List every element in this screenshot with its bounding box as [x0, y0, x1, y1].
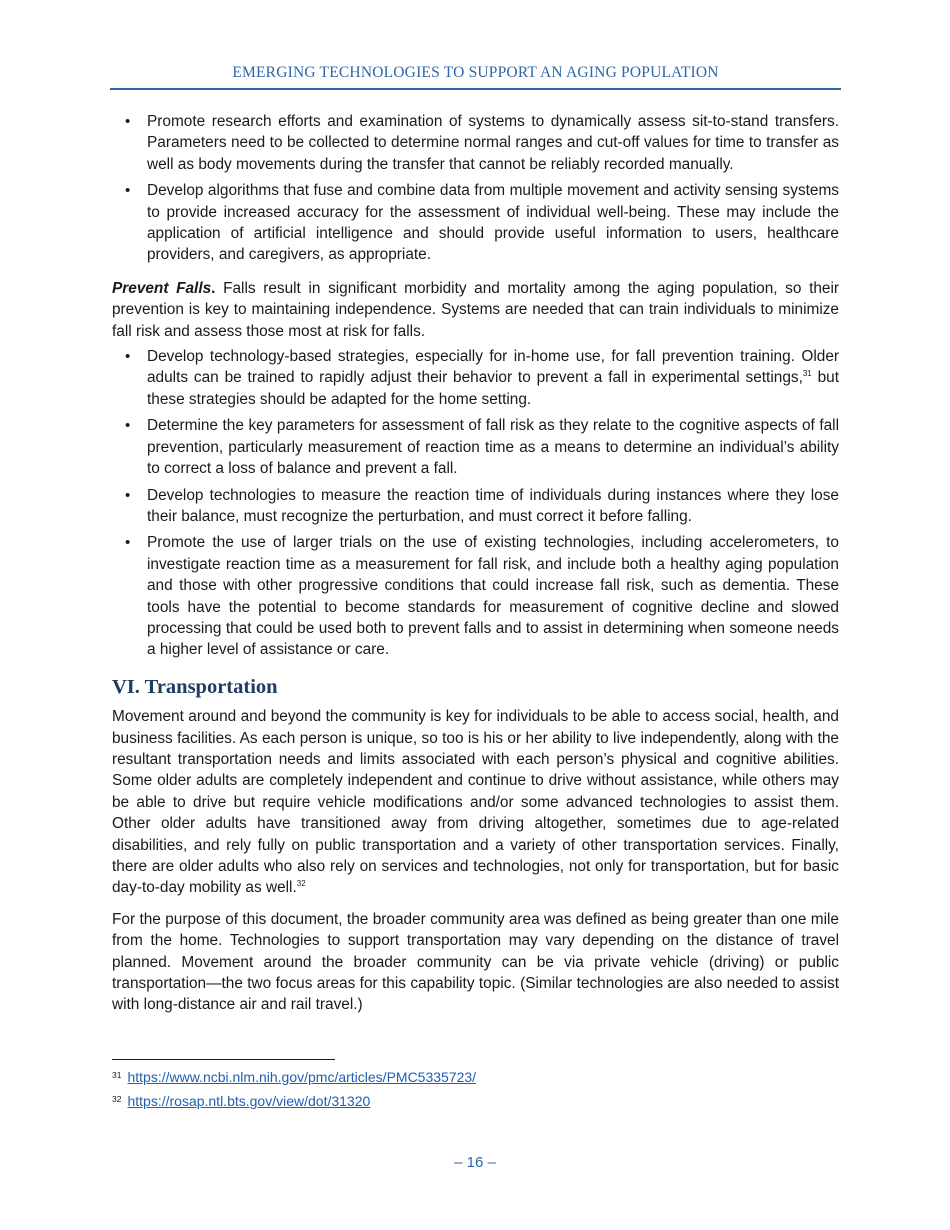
footnote-31	[112, 1069, 476, 1085]
footnote-number: 31	[112, 1070, 122, 1080]
list-item: • Determine the key parameters for assessment of fall risk as they relate to the cognitive aspects of fall prevention, particularly measurement of reaction time as a means to determine an individual’s ability to correct a loss of balance and prevent a fall.	[112, 415, 839, 479]
bullet-list-falls	[112, 346, 839, 661]
paragraph-text: Movement around and beyond the community is key for individuals to be able to access social, health, and business facilities. As each person is unique, so too is his or her ability to live independently, along with the resultant transportation needs and limits associated with each person’s physical and cognitive abilities. Some older adults are completely independent and continue to drive without assistance, while others may be able to drive but require vehicle modifications and/or some advanced technologies to assist them. Other older adults have transitioned away from driving altogether, sometimes due to age-related disabilities, and rely fully on public transportation and a variety of other transportation services. Finally, there are older adults who also rely on services and technologies, not only for transportation, but for basic day-to-day mobility as well.	[112, 708, 839, 897]
prevent-falls-runin: Prevent Falls	[112, 279, 212, 297]
list-item: • Promote research efforts and examination of systems to dynamically assess sit-to-stand transfers. Parameters need to be collected to determine normal ranges and cut-off values for time to transfer as well as body movements during the transfer that cannot be reliably recorded manually.	[112, 111, 839, 175]
footnote-32	[112, 1093, 370, 1109]
page-number: – 16 –	[454, 1154, 496, 1171]
prevent-falls-text: Falls result in significant morbidity and mortality among the aging population, so their prevention is key to maintaining independence. Systems are needed that can train individuals to minimize fall risk and assess those most at risk for falls.	[112, 279, 840, 340]
footnote-divider	[112, 1059, 335, 1060]
list-item-text: Develop technology-based strategies, especially for in-home use, for fall prevention training. Older adults can be trained to rapidly adjust their behavior to prevent a fall in experimental settings,	[147, 348, 839, 387]
page-body	[112, 111, 839, 1016]
list-item: • Develop algorithms that fuse and combine data from multiple movement and activity sensing systems to provide increased accuracy for the assessment of individual well-being. These may include the application of artificial intelligence and should provide useful information to users, healthcare providers, and caregivers, as appropriate.	[112, 180, 839, 266]
running-header: EMERGING TECHNOLOGIES TO SUPPORT AN AGING POPULATION	[232, 64, 719, 81]
list-item: • Develop technologies to measure the reaction time of individuals during instances where they lose their balance, must recognize the perturbation, and must correct it before falling.	[112, 485, 839, 528]
runin-period: .	[211, 279, 216, 297]
footnote-link[interactable]: https://rosap.ntl.bts.gov/view/dot/31320	[127, 1093, 371, 1109]
header-rule	[110, 88, 841, 90]
footnote-number: 32	[112, 1094, 122, 1104]
footnote-ref-31[interactable]: 31	[802, 369, 812, 379]
prevent-falls-paragraph	[112, 278, 839, 342]
transportation-paragraph-1	[112, 706, 839, 899]
bullet-list-assessment	[112, 111, 839, 266]
footnote-link[interactable]: https://www.ncbi.nlm.nih.gov/pmc/articles/PMC5335723/	[127, 1069, 477, 1085]
footnote-ref-32[interactable]: 32	[296, 879, 306, 889]
transportation-paragraph-2: For the purpose of this document, the broader community area was defined as being greater than one mile from the home. Technologies to support transportation may vary depending on the distance of travel planned. Movement around the broader community can be via private vehicle (driving) or public transportation—the two focus areas for this capability topic. (Similar technologies are also needed to assist with long-distance air and rail travel.)	[112, 910, 839, 1014]
list-item-text: but these strategies should be adapted for the home setting.	[147, 369, 840, 408]
list-item	[112, 346, 839, 410]
list-item: • Promote the use of larger trials on the use of existing technologies, including accelerometers, to investigate reaction time as a measurement for fall risk, and include both a healthy aging population and those with other progressive conditions that could increase fall risk, such as dementia. These tools have the potential to become standards for measurement of cognitive decline and slowed processing that could be used both to prevent falls and to assist in determining when someone needs a higher level of assistance or care.	[112, 532, 839, 660]
section-heading-transportation: VI. Transportation	[112, 675, 278, 698]
